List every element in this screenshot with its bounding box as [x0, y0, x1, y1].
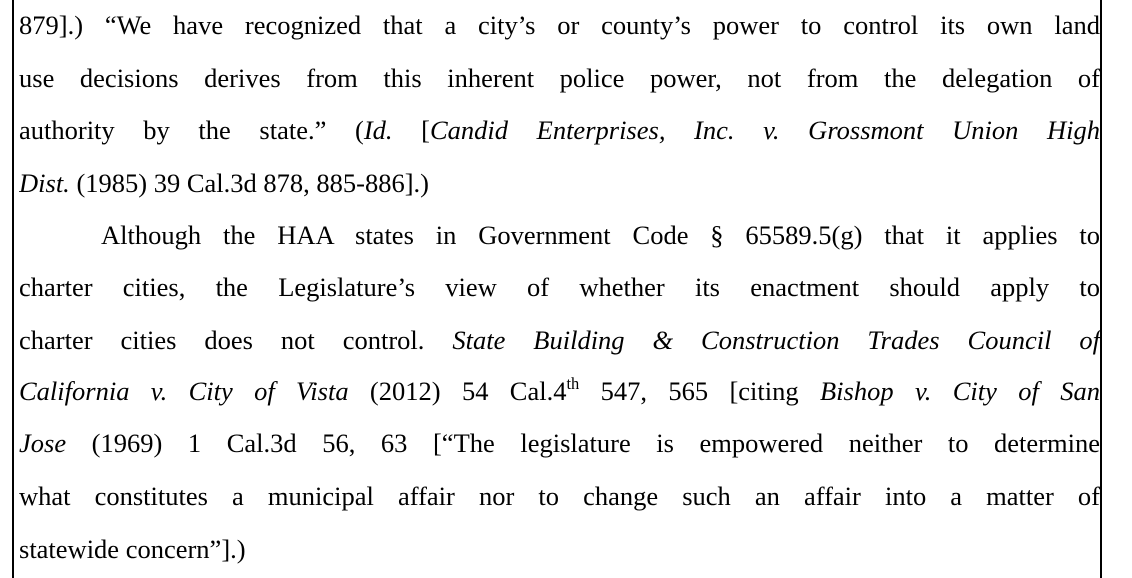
text-run: what constitutes a municipal affair nor to change such an affair into a matter of: [19, 481, 1100, 511]
case-name-italic: Jose: [19, 428, 67, 458]
document-page: [19, 0, 1100, 578]
text-run: (1985) 39 Cal.3d 878, 885-886].): [69, 168, 429, 198]
right-margin-rule: [1100, 0, 1102, 578]
left-margin-rule: [12, 0, 14, 578]
text-line: [19, 270, 1100, 304]
text-line: [19, 113, 1100, 147]
text-run: 879].) “We have recognized that a city’s or county’s power to control its own land: [19, 10, 1100, 40]
text-line: [19, 479, 1100, 513]
citation-italic: Id.: [363, 115, 393, 145]
text-run: authority by the state.” (: [19, 115, 364, 145]
text-line: [19, 532, 1100, 566]
case-name-italic: California v. City of Vista: [19, 376, 349, 406]
text-line: [19, 166, 1100, 200]
text-run: (1969) 1 Cal.3d 56, 63 [“The legislature is empowered neither to determine: [66, 428, 1100, 458]
text-line: [19, 426, 1100, 460]
text-line: [19, 374, 1100, 408]
text-line: [19, 8, 1100, 42]
case-name-italic: Candid Enterprises, Inc. v. Grossmont Union High: [429, 115, 1100, 145]
text-run: Although the HAA states in Government Code § 65589.5(g) that it applies to: [101, 220, 1100, 250]
text-run: (2012) 54 Cal.4: [348, 376, 567, 406]
text-run: charter cities does not control.: [19, 325, 453, 355]
text-run: statewide concern”].): [19, 534, 246, 564]
text-run: charter cities, the Legislature’s view of whether its enactment should apply to: [19, 272, 1100, 302]
text-run: [: [392, 115, 430, 145]
text-run: use decisions derives from this inherent police power, not from the delegation of: [19, 63, 1100, 93]
superscript: th: [566, 374, 580, 393]
text-line: [19, 218, 1100, 252]
text-line: [19, 323, 1100, 357]
text-line: [19, 61, 1100, 95]
case-name-italic: State Building & Construction Trades Council of: [452, 325, 1100, 355]
case-name-italic: Bishop v. City of San: [820, 376, 1100, 406]
case-name-italic: Dist.: [19, 168, 70, 198]
text-run: 547, 565 [citing: [579, 376, 820, 406]
